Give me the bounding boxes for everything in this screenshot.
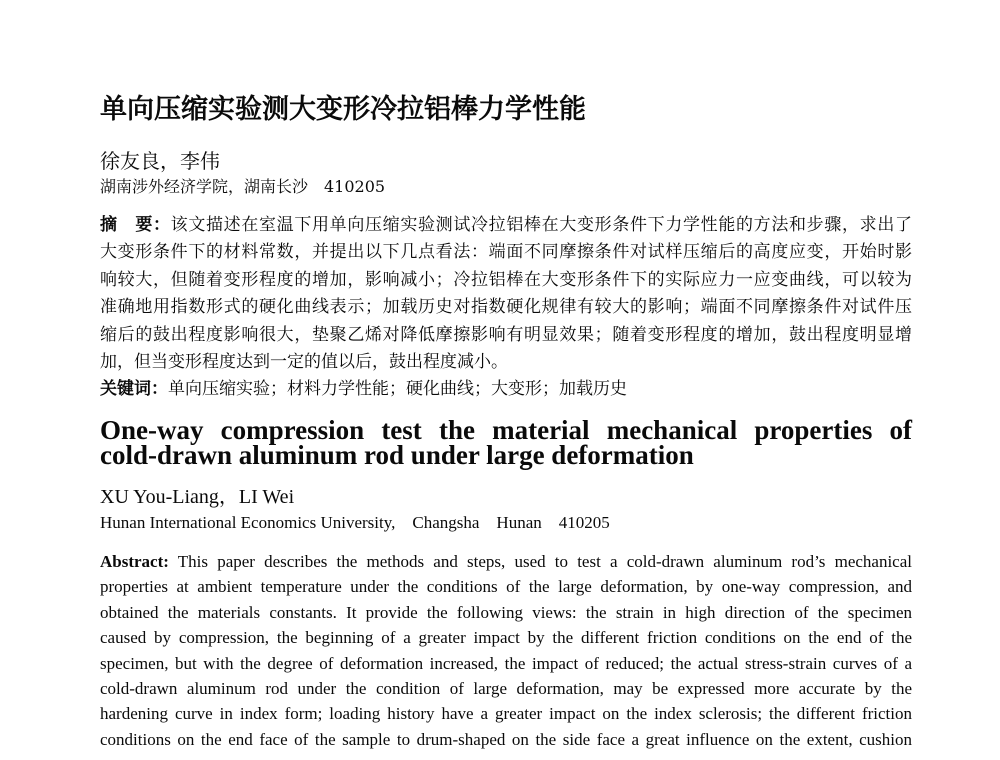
abstract-en-line: properties at ambient temperature under the conditions of the large deformation, by one-way compression, and	[100, 577, 912, 597]
authors-en: XU You-Liang，LI Wei	[100, 486, 295, 508]
abstract-cn-line	[100, 212, 912, 239]
abstract-cn-line: 响较大，但随着变形程度的增加，影响减小；冷拉铝棒在大变形条件下的实际应力一应变曲线，可以较为	[100, 269, 912, 290]
keywords-cn	[100, 376, 912, 403]
abstract-en-line: caused by compression, the beginning of a greater impact by the different friction conditions on the end of the	[100, 628, 912, 648]
abstract-cn-line: 加，但当变形程度达到一定的值以后，鼓出程度减小。	[100, 352, 508, 373]
abstract-cn-line: 准确地用指数形式的硬化曲线表示；加载历史对指数硬化规律有较大的影响；端面不同摩擦条件对试件压	[100, 297, 912, 318]
abstract-en-line	[100, 549, 912, 574]
abstract-en-label: Abstract:	[100, 552, 169, 571]
abstract-cn-label: 摘 要：	[100, 215, 171, 235]
paper-title-cn: 单向压缩实验测大变形冷拉铝棒力学性能	[100, 94, 586, 125]
abstract-en	[100, 549, 912, 752]
abstract-en-line: hardening curve in index form; loading history have a greater impact on the index sclerosis; the different friction	[100, 704, 912, 724]
abstract-cn	[100, 212, 912, 404]
paper-title-en	[100, 415, 912, 470]
abstract-cn-text: 该文描述在室温下用单向压缩实验测试冷拉铝棒在大变形条件下力学性能的方法和步骤，求出了	[170, 215, 913, 235]
abstract-en-line: conditions on the end face of the sample to drum-shaped on the side face a great influence on the extent, cushion	[100, 729, 912, 749]
abstract-cn-line: 大变形条件下的材料常数，并提出以下几点看法：端面不同摩擦条件对试样压缩后的高度应变，开始时影	[100, 242, 912, 263]
keywords-cn-text: 单向压缩实验；材料力学性能；硬化曲线；大变形；加载历史	[168, 379, 627, 400]
abstract-en-text: This paper describes the methods and steps, used to test a cold-drawn aluminum rod’s mechanical	[177, 552, 912, 571]
keywords-cn-label: 关键词：	[100, 379, 168, 400]
authors-cn: 徐友良，李伟	[100, 149, 220, 173]
abstract-en-line: obtained the materials constants. It provide the following views: the strain in high direction of the specimen	[100, 602, 912, 622]
abstract-cn-line: 缩后的鼓出程度影响很大，垫聚乙烯对降低摩擦影响有明显效果；随着变形程度的增加，鼓出程度明显增	[100, 324, 912, 345]
affiliation-en: Hunan International Economics University, Changsha Hunan 410205	[100, 513, 610, 532]
affiliation-cn: 湖南涉外经济学院，湖南长沙 410205	[100, 177, 386, 196]
abstract-en-line: cold-drawn aluminum rod under the condition of large deformation, may be expressed more accurate by the	[100, 679, 912, 699]
abstract-en-line: specimen, but with the degree of deformation increased, the impact of reduced; the actual stress-strain curves of a	[100, 653, 912, 673]
paper-title-en-line: One-way compression test the material mechanical properties of	[100, 415, 912, 445]
paper-title-en-line: cold-drawn aluminum rod under large deformation	[100, 440, 694, 470]
